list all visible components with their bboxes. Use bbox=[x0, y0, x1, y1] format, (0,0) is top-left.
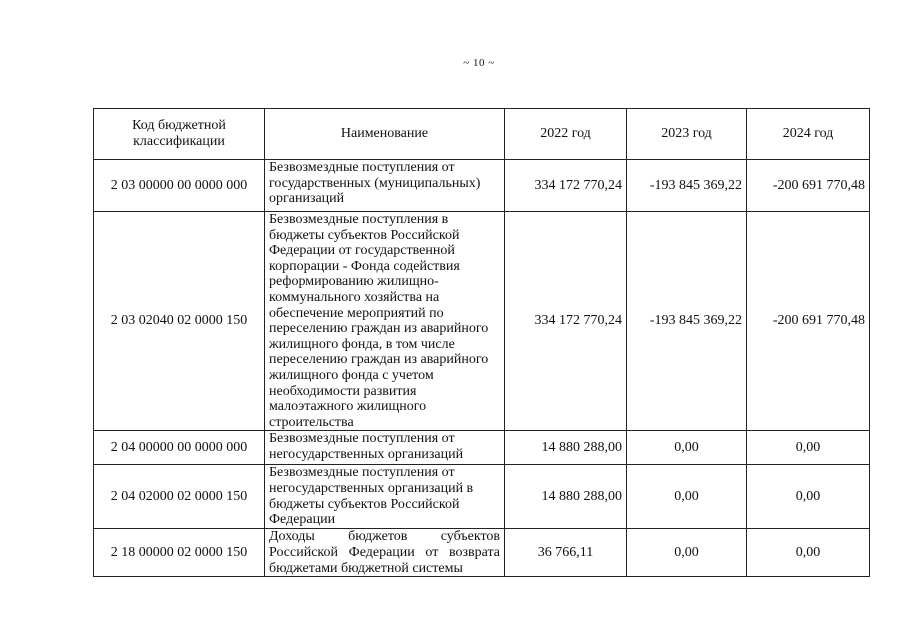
row-value-2022: 14 880 288,00 bbox=[505, 465, 627, 529]
header-code: Код бюджетной классификации bbox=[94, 109, 265, 160]
row-value-2023: -193 845 369,22 bbox=[627, 212, 747, 431]
row-name: Безвозмездные поступления от негосударственных организаций в бюджеты субъектов Российской Федерации bbox=[265, 465, 505, 529]
table-header-row bbox=[94, 109, 870, 160]
row-value-2022: 334 172 770,24 bbox=[505, 212, 627, 431]
table-row bbox=[94, 529, 870, 577]
page-number: ~ 10 ~ bbox=[463, 57, 495, 69]
table-row bbox=[94, 465, 870, 529]
row-code: 2 03 00000 00 0000 000 bbox=[94, 160, 265, 212]
row-value-2024: 0,00 bbox=[747, 529, 870, 577]
row-code: 2 18 00000 02 0000 150 bbox=[94, 529, 265, 577]
row-name: Безвозмездные поступления от государственных (муниципальных) организаций bbox=[265, 160, 505, 212]
table-row bbox=[94, 212, 870, 431]
header-2022: 2022 год bbox=[505, 109, 627, 160]
row-code: 2 03 02040 02 0000 150 bbox=[94, 212, 265, 431]
header-name: Наименование bbox=[265, 109, 505, 160]
row-name bbox=[265, 529, 505, 577]
header-2023: 2023 год bbox=[627, 109, 747, 160]
row-value-2024: 0,00 bbox=[747, 431, 870, 465]
row-value-2023: 0,00 bbox=[627, 431, 747, 465]
row-value-2024: 0,00 bbox=[747, 465, 870, 529]
row-value-2023: 0,00 bbox=[627, 465, 747, 529]
row-value-2024: -200 691 770,48 bbox=[747, 160, 870, 212]
row-name: Безвозмездные поступления в бюджеты субъектов Российской Федерации от государственной корпорации - Фонда содействия реформированию жилищно-коммунального хозяйства на обеспечение мероприятий по переселению граждан из аварийного жилищного фонда, в том числе переселению граждан из аварийного жилищного фонда с учетом необходимости развития малоэтажного жилищного строительства bbox=[265, 212, 505, 431]
table-row bbox=[94, 160, 870, 212]
budget-revenue-table bbox=[93, 108, 870, 577]
row-value-2024: -200 691 770,48 bbox=[747, 212, 870, 431]
row-name: Безвозмездные поступления от негосударственных организаций bbox=[265, 431, 505, 465]
row-value-2022: 36 766,11 bbox=[505, 529, 627, 577]
row-value-2022: 334 172 770,24 bbox=[505, 160, 627, 212]
row-value-2023: -193 845 369,22 bbox=[627, 160, 747, 212]
header-2024: 2024 год bbox=[747, 109, 870, 160]
table-row bbox=[94, 431, 870, 465]
row-code: 2 04 00000 00 0000 000 bbox=[94, 431, 265, 465]
row-code: 2 04 02000 02 0000 150 bbox=[94, 465, 265, 529]
row-value-2023: 0,00 bbox=[627, 529, 747, 577]
row-name-text: Доходы бюджетов субъектов Российской Федерации от возврата бюджетами бюджетной системы bbox=[269, 529, 500, 576]
row-value-2022: 14 880 288,00 bbox=[505, 431, 627, 465]
